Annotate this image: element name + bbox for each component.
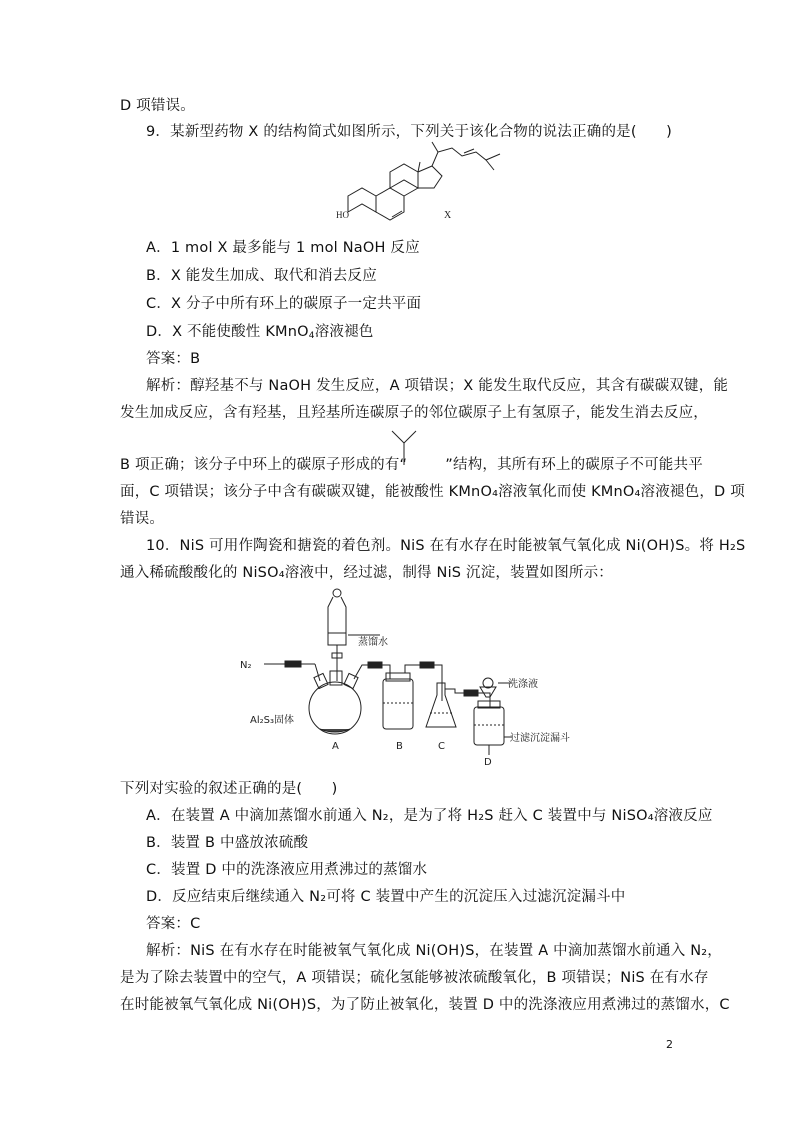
explanation-10-line3: 在时能被氧气氧化成 Ni(OH)S，为了防止被氧化，装置 D 中的洗涤液应用煮沸过的蒸馏水，C <box>120 997 730 1013</box>
option-10c: C．装置 D 中的洗涤液应用煮沸过的蒸馏水 <box>146 862 428 878</box>
flask-a-label: A <box>332 741 339 752</box>
option-10d: D．反应结束后继续通入 N₂可将 C 装置中产生的沉淀压入过滤沉淀漏斗中 <box>146 889 626 905</box>
filter-funnel-label: 过滤沉淀漏斗 <box>510 733 570 744</box>
explanation-9-line4: 面，C 项错误；该分子中含有碳碳双键，能被酸性 KMnO₄溶液氧化而使 KMnO₄溶液褪色，D 项 <box>120 484 745 500</box>
explanation-10-line2: 是为了除去装置中的空气，A 项错误；硫化氢能够被浓硫酸氧化，B 项错误；NiS 在有水存 <box>120 970 709 986</box>
al2s3-label: Al₂S₃固体 <box>250 715 294 726</box>
explanation-9-line3: B 项正确；该分子中环上的碳原子形成的有“ ”结构，其所有环上的碳原子不可能共平 <box>120 457 703 473</box>
question-10-line1: 10．NiS 可用作陶瓷和搪瓷的着色剂。NiS 在有水存在时能被氧气氧化成 Ni(OH)S。将 H₂S <box>146 538 746 554</box>
explanation-9-line5: 错误。 <box>120 511 165 527</box>
ring-c <box>390 164 418 188</box>
distilled-water-label: 蒸馏水 <box>358 637 388 648</box>
bottle-b-label: B <box>396 741 403 752</box>
n2-label: N₂ <box>240 660 252 671</box>
option-10b: B．装置 B 中盛放浓硫酸 <box>146 835 309 851</box>
option-10a: A．在装置 A 中滴加蒸馏水前通入 N₂，是为了将 H₂S 赶入 C 装置中与 NiSO₄溶液反应 <box>146 808 713 824</box>
page-number: 2 <box>666 1038 673 1051</box>
option-9c: C．X 分子中所有环上的碳原子一定共平面 <box>146 296 422 312</box>
funnel-d-label: D <box>484 757 492 768</box>
answer-10: 答案：C <box>146 916 201 932</box>
x-label: X <box>444 210 452 221</box>
explanation-10-line1: 解析：NiS 在有水存在时能被氧气氧化成 Ni(OH)S，在装置 A 中滴加蒸馏水前通入 N₂， <box>146 943 723 959</box>
tetrahedral-carbon-symbol <box>388 427 420 467</box>
ring-d <box>418 166 442 188</box>
ring-a <box>348 188 376 212</box>
text-line: D 项错误。 <box>120 98 195 114</box>
option-9d: D．X 不能使酸性 KMnO4溶液褪色 <box>146 324 374 341</box>
option-9b: B．X 能发生加成、取代和消去反应 <box>146 268 377 284</box>
ring-b <box>376 188 404 220</box>
question-9-stem: 9．某新型药物 X 的结构简式如图所示，下列关于该化合物的说法正确的是( ) <box>146 124 672 140</box>
apparatus-figure <box>240 583 580 768</box>
flask-c-label: C <box>438 741 445 752</box>
question-10-stem: 下列对实验的叙述正确的是( ) <box>120 781 338 797</box>
answer-9: 答案：B <box>146 351 201 367</box>
explanation-9-line1: 解析：醇羟基不与 NaOH 发生反应，A 项错误；X 能发生取代反应，其含有碳碳双键，能 <box>146 378 729 394</box>
question-10-line2: 通入稀硫酸酸化的 NiSO₄溶液中，经过滤，制得 NiS 沉淀，装置如图所示： <box>120 565 614 581</box>
ho-label: HO <box>336 210 349 220</box>
option-9a: A．1 mol X 最多能与 1 mol NaOH 反应 <box>146 240 420 256</box>
wash-liquid-label: 洗涤液 <box>508 679 538 690</box>
molecule-x-figure <box>334 140 514 230</box>
explanation-9-line2: 发生加成反应，含有羟基，且羟基所连碳原子的邻位碳原子上有氢原子，能发生消去反应， <box>120 405 708 421</box>
